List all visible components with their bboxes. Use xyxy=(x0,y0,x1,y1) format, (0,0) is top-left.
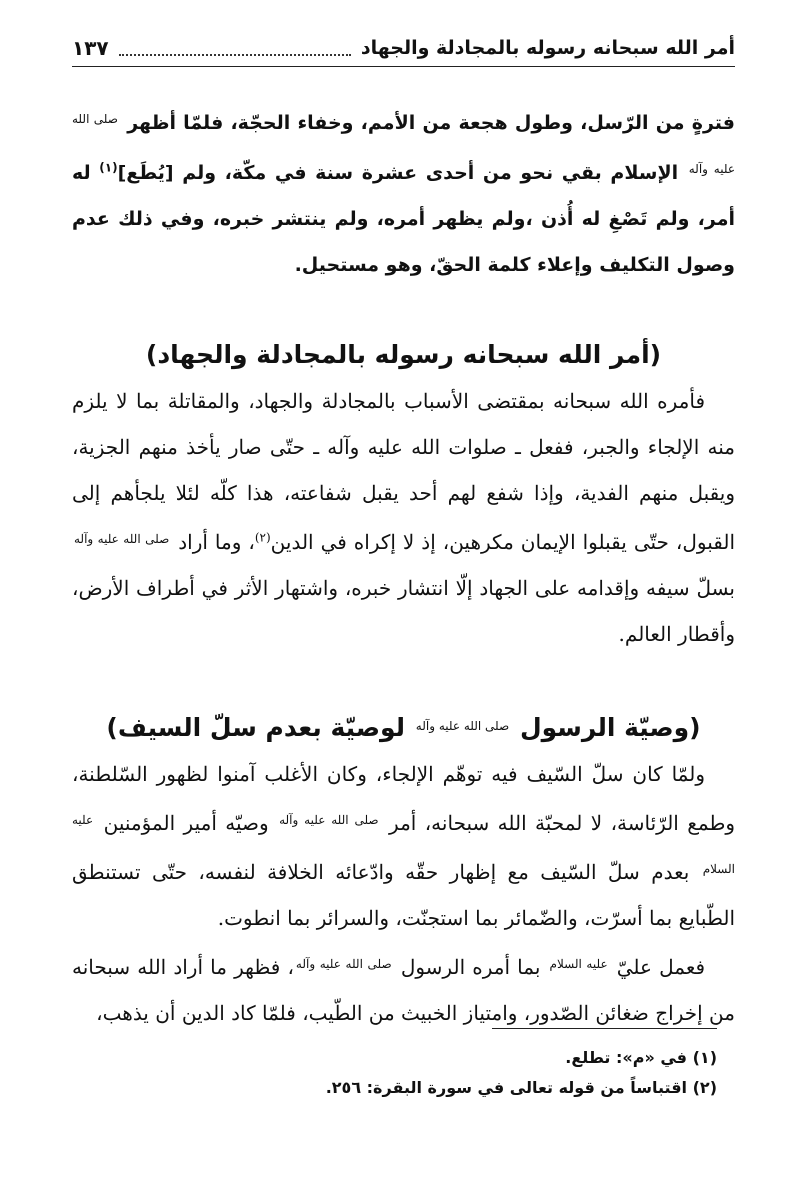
section2-p2-text-1: فعمل عليّ xyxy=(616,955,706,979)
section1-text-3: بسلّ سيفه وإقدامه على الجهاد إلّا انتشار خبره، واشتهار الأثر في أطراف الأرض، وأقطار العالم. xyxy=(72,576,735,646)
honorific-ali-symbol: عليه السلام xyxy=(72,813,735,876)
intro-text-2: الإسلام بقي نحو من أحدى عشرة سنة في مكّة، ولم [يُطَع] xyxy=(117,162,679,184)
page-number: ١٣٧ xyxy=(72,36,109,60)
section2-paragraph-1 xyxy=(72,751,735,941)
running-header xyxy=(72,30,735,67)
header-leader-dots xyxy=(119,40,351,56)
section2-p1-text-2: وصيّه أمير المؤمنين xyxy=(103,811,269,835)
honorific-symbol: صلى الله عليه وآله xyxy=(279,813,379,827)
body-text xyxy=(72,96,735,1036)
footnote-1: (١) في «م»: تطلع. xyxy=(565,1048,717,1067)
section2-paragraph-2 xyxy=(72,941,735,1036)
honorific-symbol: صلى الله عليه وآله xyxy=(415,719,510,733)
section1-text-1: فأمره الله سبحانه بمقتضى الأسباب بالمجادلة والجهاد، والمقاتلة بما لا يلزم منه الإلجاء والجبر، ففعل ـ صلوات الله عليه وآله ـ حتّى صار يأخذ منهم الجزية، ويقبل منهم الفدية، وإذا شفع لهم أحد يقبل شفاعته، هذا كلّه لئلا يلجأهم إلى القبول، حتّى يقبلوا الإيمان مكرهين، إذ لا إكراه في الدين xyxy=(72,389,736,554)
honorific-symbol: صلى الله عليه وآله xyxy=(74,532,170,546)
honorific-ali-symbol: عليه السلام xyxy=(549,957,608,971)
intro-text-1: فترةٍ من الرّسل، وطول هجعة من الأمم، وخفاء الحجّة، فلمّا أظهر xyxy=(127,112,735,134)
section2-p2-text-3: ، فظهر ما أراد الله سبحانه من إخراج ضغائن الصّدور، وامتياز الخبيث من الطّيب، فلمّا كاد الدين أن يذهب، xyxy=(72,955,735,1025)
section-heading-1: (أمر الله سبحانه رسوله بالمجادلة والجهاد) xyxy=(145,340,662,369)
section2-p1-text-1: ولمّا كان سلّ السّيف فيه توهّم الإلجاء، وكان الأغلب آمنوا لظهور السّلطنة، وطمع الرّئاسة، لا لمحبّة الله سبحانه، أمر xyxy=(72,762,736,835)
footnote-ref-2[interactable]: (٢) xyxy=(254,530,271,545)
section1-paragraph xyxy=(72,378,735,657)
honorific-symbol: صلى الله عليه وآله xyxy=(72,112,735,176)
section2-heading-text-1: (وصيّة الرسول xyxy=(519,713,701,742)
intro-text-3: له أمر، ولم تَصْغِ له أُذن ،ولم يظهر أمره، ولم ينتشر خبره، وفي ذلك عدم وصول التكليف وإعلاء كلمة الحقّ، وهو مستحيل. xyxy=(72,162,735,276)
honorific-symbol: صلى الله عليه وآله xyxy=(295,957,392,971)
section-heading-2 xyxy=(72,703,735,751)
footnote-2: (٢) اقتباساً من قوله تعالى في سورة البقرة: ٢٥٦. xyxy=(325,1078,717,1097)
section2-heading-text-2: لوصيّة بعدم سلّ السيف) xyxy=(106,713,406,742)
section1-text-2: ، وما أراد xyxy=(178,530,255,554)
section2-p2-text-2: بما أمره الرسول xyxy=(400,955,541,979)
footnotes xyxy=(72,1043,717,1103)
header-title: أمر الله سبحانه رسوله بالمجادلة والجهاد xyxy=(360,37,735,59)
intro-paragraph xyxy=(72,96,735,288)
section2-p1-text-3: بعدم سلّ السّيف مع إظهار حقّه وادّعائه الخلافة لنفسه، حتّى تستنطق الطّبايع بما أسرّت، والضّمائر بما استجنّت، والسرائر بما انطوت. xyxy=(72,860,735,930)
footnote-ref-1[interactable]: (١) xyxy=(99,160,118,175)
footnote-separator xyxy=(492,1028,717,1029)
